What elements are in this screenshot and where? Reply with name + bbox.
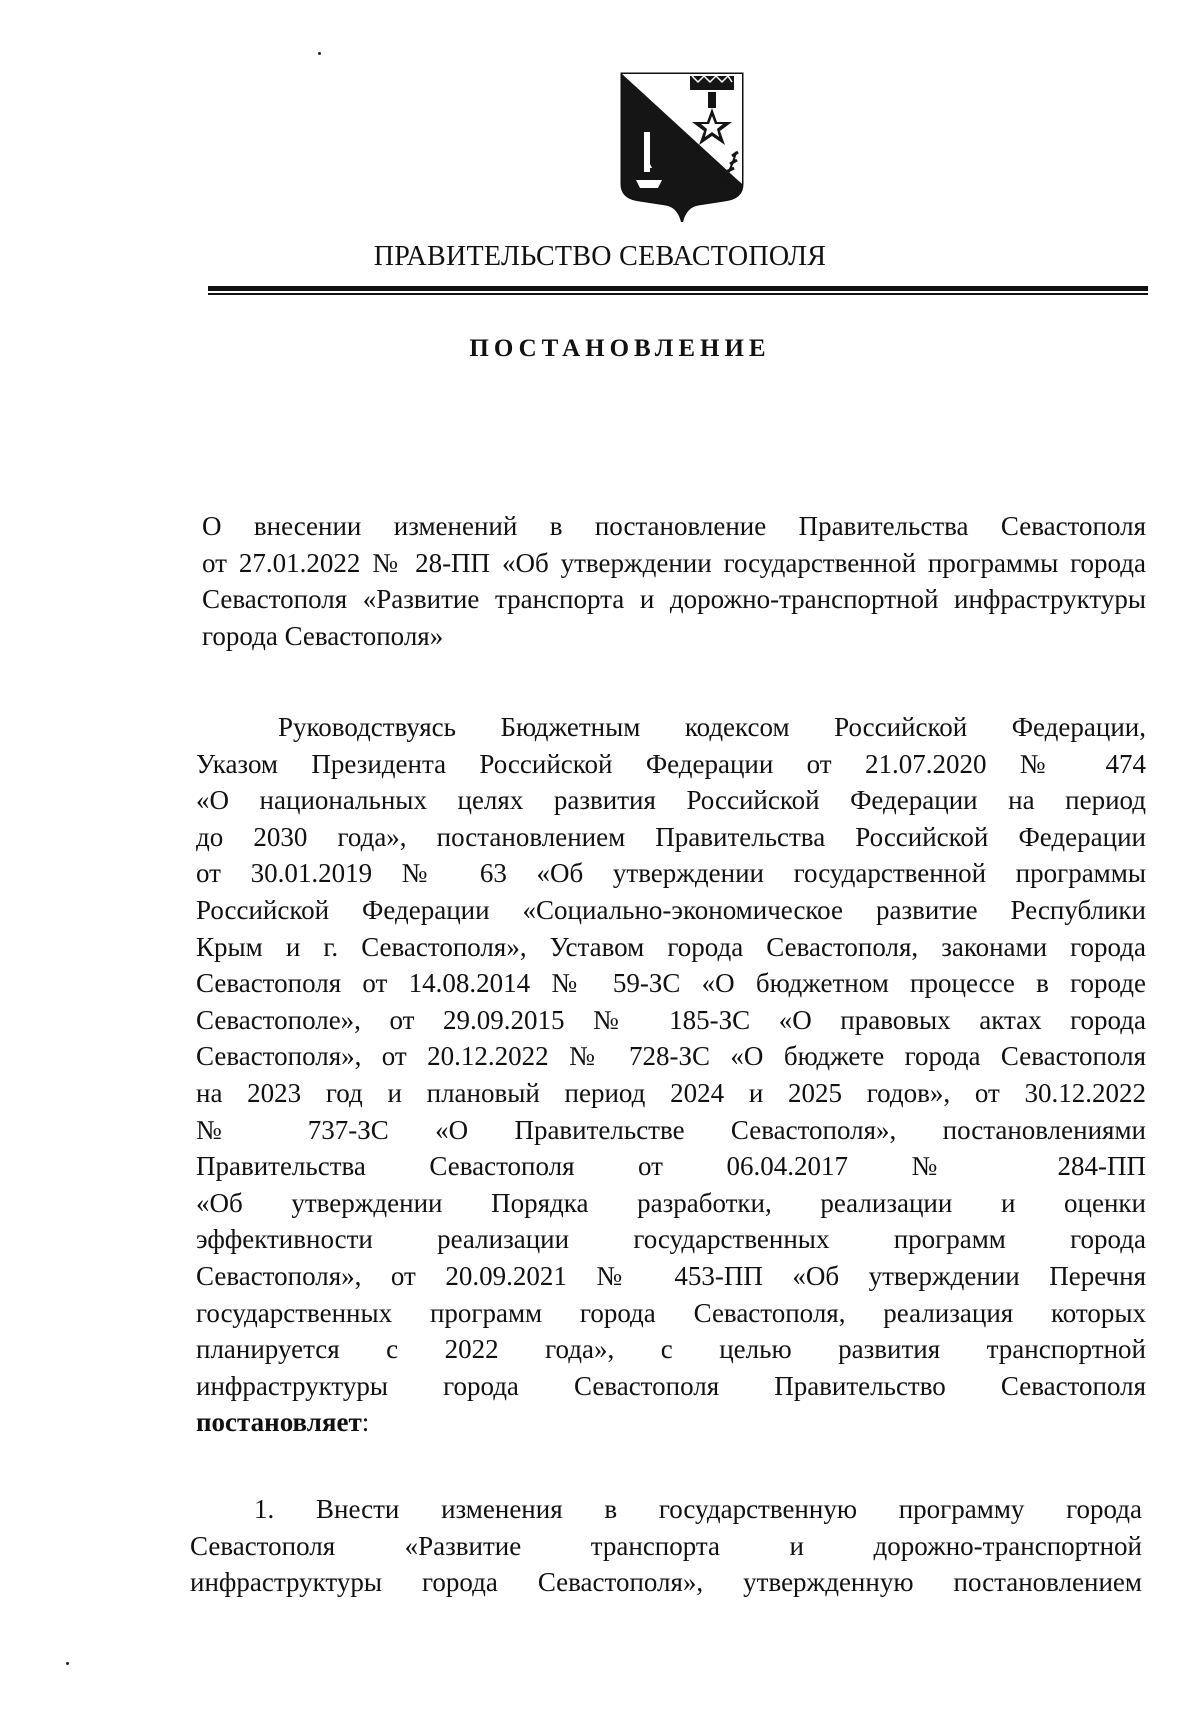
basis-line: Крым и г. Севастополя», Уставом города Севастополя, законами города — [196, 931, 1146, 962]
subject-line: О внесении изменений в постановление Правительства Севастополя — [202, 511, 1146, 541]
basis-line: «Об утверждении Порядка разработки, реализации и оценки — [196, 1187, 1146, 1218]
decree-word: постановляет — [196, 1407, 362, 1438]
basis-line: Руководствуясь Бюджетным кодексом Российской Федерации, — [278, 712, 1146, 742]
basis-line: государственных программ города Севастополя, реализация которых — [196, 1297, 1146, 1328]
basis-line: Севастополя», от 20.09.2021 № 453-ПП «Об утверждении Перечня — [196, 1260, 1146, 1291]
subject-line: Севастополя «Развитие транспорта и дорожно-транспортной инфраструктуры — [202, 584, 1146, 615]
basis-line: № 737-ЗС «О Правительстве Севастополя», постановлениями — [196, 1114, 1146, 1145]
basis-line: Российской Федерации «Социально-экономическое развитие Республики — [196, 894, 1146, 925]
basis-line: «О национальных целях развития Российской Федерации на период — [196, 785, 1146, 816]
header-divider-thick — [208, 286, 1148, 291]
resolution-item-1 — [190, 1491, 1142, 1601]
decree-line — [196, 1404, 1146, 1441]
subject-line: города Севастополя» — [202, 620, 444, 651]
item-line: инфраструктуры города Севастополя», утвержденную постановлением — [190, 1567, 1142, 1598]
basis-line: Севастополя от 14.08.2014 № 59-ЗС «О бюджетном процессе в городе — [196, 968, 1146, 999]
sevastopol-coat-of-arms-icon — [618, 72, 746, 222]
basis-line: инфраструктуры города Севастополя Правительство Севастополя — [196, 1370, 1146, 1401]
basis-line: до 2030 года», постановлением Правительства Российской Федерации — [196, 821, 1146, 852]
basis-line: от 30.01.2019 № 63 «Об утверждении государственной программы — [196, 858, 1146, 889]
legal-basis-paragraph — [196, 709, 1146, 1441]
basis-line: эффективности реализации государственных программ города — [196, 1224, 1146, 1255]
item-line: Севастополя «Развитие транспорта и дорожно-транспортной — [190, 1530, 1142, 1561]
decree-colon: : — [361, 1407, 370, 1438]
basis-line: Правительства Севастополя от 06.04.2017 № 284-ПП — [196, 1151, 1146, 1182]
basis-line: Указом Президента Российской Федерации от 21.07.2020 № 474 — [196, 748, 1146, 779]
document-subject — [202, 508, 1146, 654]
basis-line: планируется с 2022 года», с целью развития транспортной — [196, 1334, 1146, 1365]
document-type: ПОСТАНОВЛЕНИЕ — [469, 335, 771, 362]
item-line: 1. Внести изменения в государственную программу города — [254, 1494, 1142, 1524]
basis-line: Севастополе», от 29.09.2015 № 185-ЗС «О правовых актах города — [196, 1004, 1146, 1035]
subject-line: от 27.01.2022 № 28-ПП «Об утверждении государственной программы города — [202, 547, 1146, 578]
basis-line: Севастополя», от 20.12.2022 № 728-ЗС «О бюджете города Севастополя — [196, 1041, 1146, 1072]
basis-line: на 2023 год и плановый период 2024 и 2025 годов», от 30.12.2022 — [196, 1077, 1146, 1108]
government-name: ПРАВИТЕЛЬСТВО СЕВАСТОПОЛЯ — [373, 241, 827, 272]
header-divider-thin — [208, 293, 1148, 295]
scan-speck — [318, 52, 321, 55]
scan-speck — [66, 1662, 69, 1665]
